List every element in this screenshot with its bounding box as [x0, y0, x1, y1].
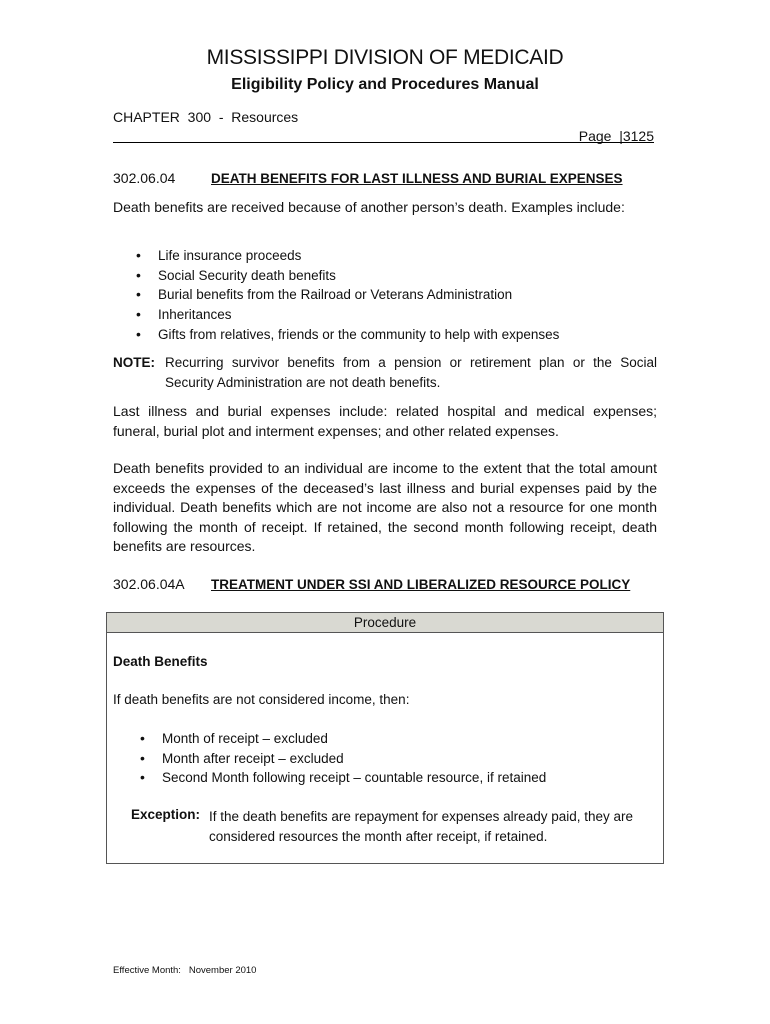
- note-text: Recurring survivor benefits from a pension or retirement plan or the Social Security Administration are not death benefits.: [165, 355, 657, 390]
- list-item: • Month after receipt – excluded: [138, 749, 638, 769]
- chapter-label: CHAPTER 300 - Resources: [113, 109, 299, 125]
- exception-label: Exception:: [131, 807, 201, 822]
- list-item: • Social Security death benefits: [134, 266, 654, 286]
- list-item: • Second Month following receipt – countable resource, if retained: [138, 768, 638, 788]
- intro-paragraph: Death benefits are received because of another person’s death. Examples include:: [113, 199, 625, 215]
- header-rule: [113, 142, 654, 143]
- agency-title: MISSISSIPPI DIVISION OF MEDICAID: [206, 46, 564, 69]
- procedure-condition: If death benefits are not considered income, then:: [113, 692, 410, 707]
- list-item: • Gifts from relatives, friends or the community to help with expenses: [134, 325, 654, 345]
- section-title: DEATH BENEFITS FOR LAST ILLNESS AND BURIAL EXPENSES: [211, 171, 623, 186]
- effective-date: Effective Month: November 2010: [113, 965, 257, 976]
- note-label: NOTE:: [113, 355, 155, 370]
- exception-text: If the death benefits are repayment for expenses already paid, they are considered resources the month after receipt, if retained.: [209, 809, 634, 844]
- page-number: Page |3125: [578, 128, 654, 144]
- section-number: 302.06.04: [113, 170, 176, 186]
- procedure-heading: Death Benefits: [113, 654, 208, 669]
- procedure-header: Procedure: [107, 613, 663, 633]
- examples-list: [134, 246, 654, 345]
- section-title: TREATMENT UNDER SSI AND LIBERALIZED RESOURCE POLICY: [211, 577, 631, 592]
- list-item: • Life insurance proceeds: [134, 246, 654, 266]
- manual-title: Eligibility Policy and Procedures Manual: [231, 76, 539, 93]
- income-paragraph: Death benefits provided to an individual are income to the extent that the total amount exceeds the expenses of the deceased’s last illness and burial expenses paid by the individual. Death benefits which are not income are also not a resource for one month following the month of receipt. If retained, the second month following receipt, death benefits are resources.: [113, 460, 657, 554]
- section-number: 302.06.04A: [113, 576, 185, 592]
- list-item: • Burial benefits from the Railroad or Veterans Administration: [134, 285, 654, 305]
- note-block: [113, 353, 657, 390]
- list-item: • Inheritances: [134, 305, 654, 325]
- expenses-paragraph: Last illness and burial expenses include: related hospital and medical expenses; funeral, burial plot and interment expenses; and other related expenses.: [113, 403, 657, 439]
- procedure-box: [106, 612, 664, 864]
- list-item: • Month of receipt – excluded: [138, 729, 638, 749]
- procedure-list: [138, 729, 638, 788]
